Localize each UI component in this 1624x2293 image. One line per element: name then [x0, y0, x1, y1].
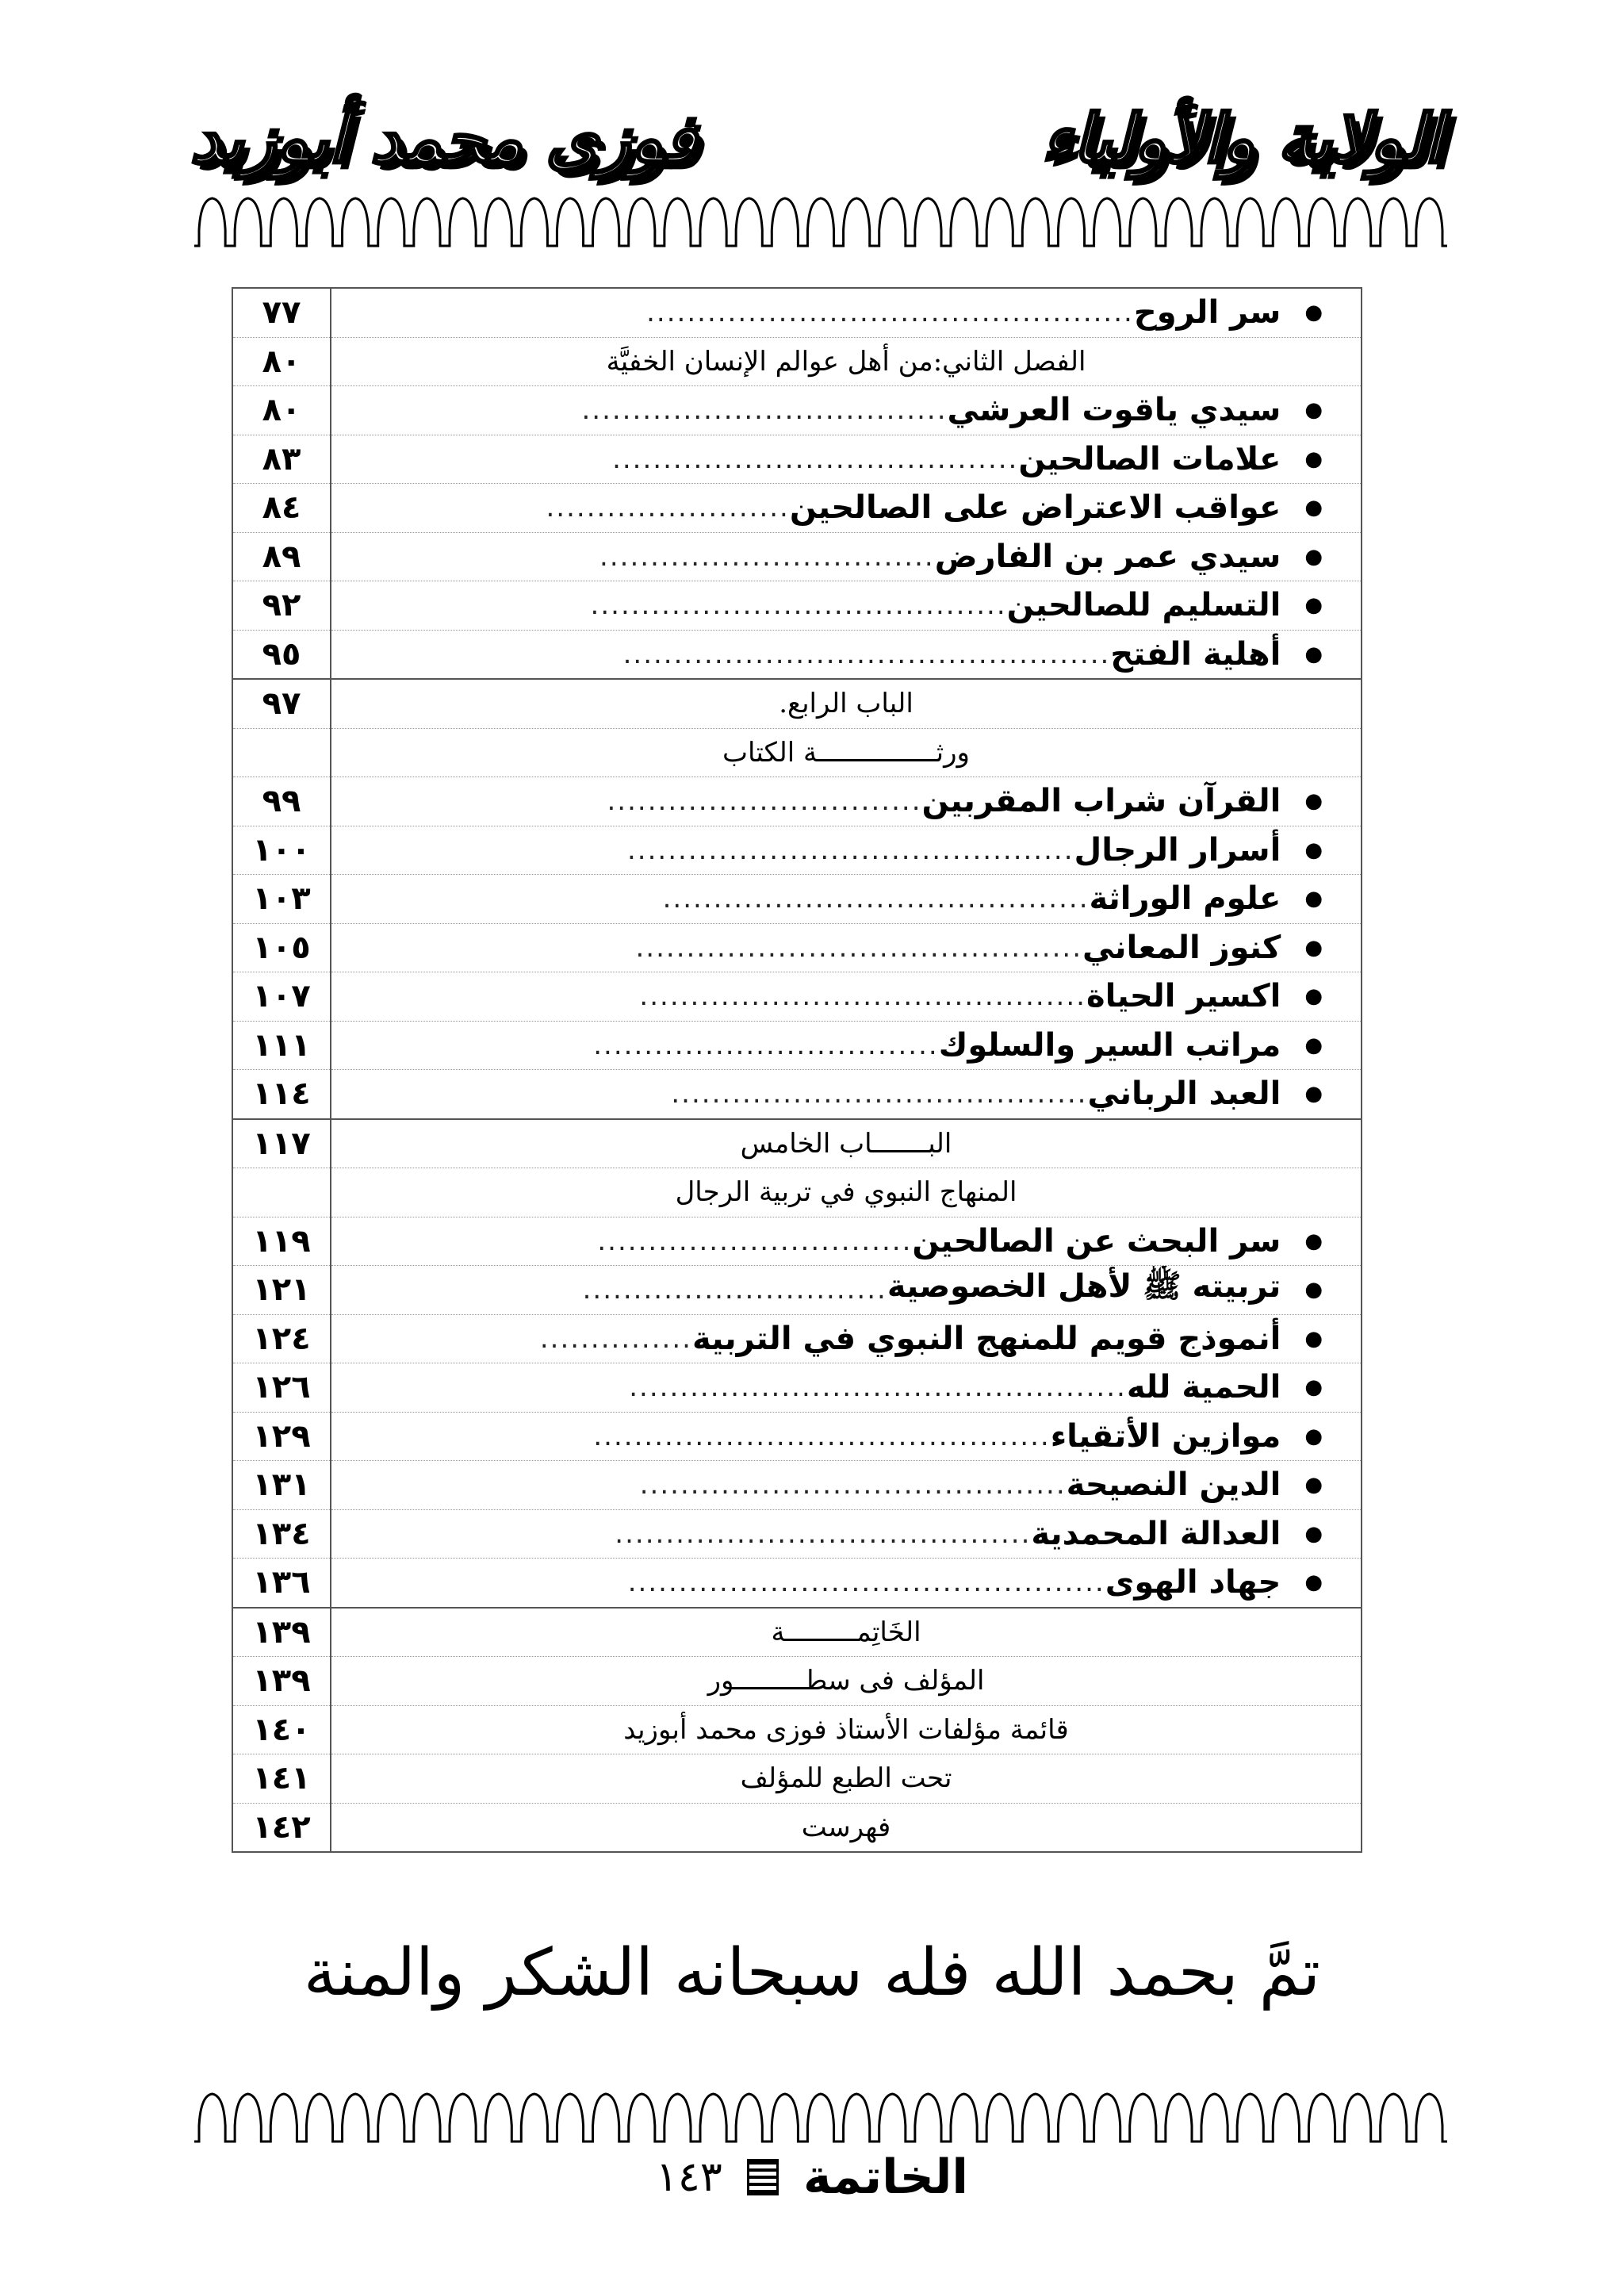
- toc-title-cell: [331, 1412, 1362, 1461]
- toc-row: [232, 1021, 1362, 1070]
- toc-row: [232, 1461, 1362, 1510]
- toc-section-heading: المؤلف فى سطـــــــــور: [707, 1665, 985, 1697]
- toc-row: [232, 1412, 1362, 1461]
- toc-leader-dots: ........................: [546, 492, 790, 524]
- toc-title-cell: [331, 1705, 1362, 1754]
- toc-entry-title: أسرار الرجال: [1074, 831, 1281, 869]
- toc-title-cell: [331, 1363, 1362, 1413]
- toc-page-number: ١١٤: [232, 1070, 331, 1119]
- bullet-icon: ●: [1304, 1570, 1323, 1595]
- toc-title-cell: [331, 972, 1362, 1022]
- toc-page-number: ١٠٠: [232, 826, 331, 875]
- toc-entry: [331, 1223, 1323, 1260]
- toc-page-number: ١٣٩: [232, 1608, 331, 1657]
- toc-row: [232, 581, 1362, 631]
- toc-row: [232, 1509, 1362, 1559]
- bullet-icon: ●: [1304, 1375, 1323, 1400]
- bullet-icon: ●: [1304, 447, 1323, 471]
- toc-entry-title: القرآن شراب المقربين: [921, 783, 1281, 820]
- toc-row: [232, 923, 1362, 972]
- toc-entry: [331, 294, 1323, 331]
- toc-title-cell: [331, 1559, 1362, 1608]
- toc-row: [232, 1363, 1362, 1413]
- toc-title-cell: [331, 1266, 1362, 1315]
- toc-page-number: ٩٩: [232, 777, 331, 826]
- toc-section-heading: فهرست: [801, 1811, 891, 1843]
- toc-entry: [331, 1321, 1323, 1357]
- toc-title-cell: [331, 875, 1362, 924]
- toc-entry-title: تربيته ﷺ لأهل الخصوصية: [887, 1268, 1281, 1306]
- toc-page-number: ١٣٩: [232, 1657, 331, 1706]
- toc-page-number: ١٣١: [232, 1461, 331, 1510]
- toc-page-number: ١٠٣: [232, 875, 331, 924]
- toc-title-cell: [331, 288, 1362, 337]
- toc-entry: [331, 783, 1323, 819]
- toc-title-cell: [331, 1119, 1362, 1168]
- toc-entry-title: سيدي ياقوت العرشي: [947, 392, 1281, 429]
- toc-leader-dots: ................................................: [646, 297, 1134, 329]
- toc-entry-title: موازين الأتقياء: [1050, 1417, 1281, 1455]
- toc-row: [232, 679, 1362, 728]
- toc-page-number: ١٢٤: [232, 1314, 331, 1363]
- toc-leader-dots: ..............................: [582, 1274, 887, 1306]
- toc-entry: [331, 1369, 1323, 1405]
- bullet-icon: ●: [1304, 1278, 1323, 1302]
- toc-page-number: ٨٠: [232, 337, 331, 386]
- toc-section-heading: تحت الطبع للمؤلف: [740, 1762, 952, 1795]
- toc-row: [232, 1266, 1362, 1315]
- toc-leader-dots: ............................................: [639, 980, 1086, 1013]
- toc-entry: [331, 1467, 1323, 1503]
- bullet-icon: ●: [1304, 1229, 1323, 1253]
- bullet-icon: ●: [1304, 1473, 1323, 1497]
- toc-entry-title: أنموذج قويم للمنهج النبوي في التربية: [691, 1320, 1281, 1357]
- toc-row: [232, 532, 1362, 581]
- toc-title-cell: [331, 777, 1362, 826]
- toc-row: [232, 875, 1362, 924]
- bullet-icon: ●: [1304, 593, 1323, 618]
- toc-page-number: ١٣٦: [232, 1559, 331, 1608]
- bullet-icon: ●: [1304, 1424, 1323, 1448]
- toc-entry-title: سر البحث عن الصالحين: [912, 1222, 1281, 1260]
- toc-section-heading: الباب الرابع.: [779, 688, 914, 720]
- toc-title-cell: [331, 923, 1362, 972]
- toc-title-cell: [331, 386, 1362, 435]
- toc-page-number: ٩٢: [232, 581, 331, 631]
- toc-row: [232, 484, 1362, 533]
- toc-title-cell: [331, 484, 1362, 533]
- toc-entry-title: العدالة المحمدية: [1031, 1515, 1281, 1552]
- bullet-icon: ●: [1304, 984, 1323, 1009]
- arch-border-top: [194, 190, 1447, 254]
- toc-page-number: ١٤٢: [232, 1803, 331, 1852]
- toc-row: [232, 1119, 1362, 1168]
- toc-title-cell: [331, 435, 1362, 484]
- toc-entry: [331, 1418, 1323, 1455]
- toc-title-cell: [331, 581, 1362, 631]
- toc-leader-dots: ................................................: [622, 638, 1111, 670]
- toc-entry: [331, 832, 1323, 869]
- toc-entry: [331, 1516, 1323, 1552]
- toc-entry-title: اكسير الحياة: [1086, 978, 1281, 1015]
- toc-leader-dots: ...............: [539, 1322, 692, 1355]
- toc-title-cell: [331, 1803, 1362, 1852]
- toc-entry-title: العبد الرباني: [1087, 1076, 1281, 1113]
- toc-page-number: ٨٠: [232, 386, 331, 435]
- toc-page-number: ١٤١: [232, 1754, 331, 1804]
- toc-title-cell: [331, 826, 1362, 875]
- toc-leader-dots: ...............................: [607, 785, 922, 818]
- toc-entry: [331, 441, 1323, 477]
- toc-page-number: ١٢٦: [232, 1363, 331, 1413]
- footer-chapter-label: الخاتمة: [802, 2149, 968, 2205]
- toc-entry: [331, 539, 1323, 575]
- toc-page-number: ٩٥: [232, 630, 331, 679]
- toc-title-cell: [331, 728, 1362, 777]
- toc-page-number: ١٤٠: [232, 1705, 331, 1754]
- toc-row: [232, 1559, 1362, 1608]
- toc-entry-title: كنوز المعاني: [1082, 929, 1281, 966]
- toc-title-cell: [331, 1657, 1362, 1706]
- toc-leader-dots: ....................................: [581, 394, 948, 427]
- toc-row: [232, 1070, 1362, 1119]
- toc-leader-dots: ........................................: [612, 443, 1019, 475]
- toc-leader-dots: ..........................................: [639, 1469, 1067, 1501]
- toc-leader-dots: ..................................: [593, 1029, 939, 1061]
- toc-page-number: ١١٩: [232, 1217, 331, 1266]
- page-icon: [747, 2159, 779, 2195]
- toc-row: [232, 1705, 1362, 1754]
- toc-title-cell: [331, 337, 1362, 386]
- toc-row: [232, 435, 1362, 484]
- toc-page-number: ١٢١: [232, 1266, 331, 1315]
- toc-leader-dots: ...............................: [597, 1225, 913, 1257]
- toc-title-cell: [331, 1217, 1362, 1266]
- toc-title-cell: [331, 1754, 1362, 1804]
- toc-page-number: [232, 728, 331, 777]
- toc-row: [232, 1168, 1362, 1217]
- toc-page-number: ١٣٤: [232, 1509, 331, 1559]
- toc-entry: [331, 930, 1323, 966]
- toc-entry-title: الدين النصيحة: [1066, 1467, 1281, 1504]
- toc-page-number: ٨٣: [232, 435, 331, 484]
- bullet-icon: ●: [1304, 544, 1323, 569]
- toc-leader-dots: .............................................: [593, 1420, 1051, 1452]
- toc-title-cell: [331, 1168, 1362, 1217]
- toc-leader-dots: ............................................: [635, 931, 1083, 964]
- bullet-icon: ●: [1304, 789, 1323, 814]
- toc-leader-dots: .........................................: [590, 589, 1007, 622]
- bullet-icon: ●: [1304, 301, 1323, 325]
- toc-leader-dots: ...............................................: [627, 1566, 1105, 1599]
- bullet-icon: ●: [1304, 398, 1323, 423]
- toc-section-heading: ورثـــــــــــــــة الكتاب: [722, 736, 970, 769]
- toc-leader-dots: .................................: [599, 540, 935, 573]
- toc-entry-title: عواقب الاعتراض على الصالحين: [789, 489, 1281, 527]
- toc-row: [232, 972, 1362, 1022]
- bullet-icon: ●: [1304, 838, 1323, 862]
- toc-entry-title: مراتب السير والسلوك: [938, 1026, 1281, 1064]
- toc-section-heading: المنهاج النبوي في تربية الرجال: [675, 1176, 1017, 1209]
- arch-border-bottom: [194, 2086, 1447, 2149]
- bullet-icon: ●: [1304, 1521, 1323, 1546]
- toc-row: [232, 777, 1362, 826]
- toc-entry-title: أهلية الفتح: [1110, 635, 1281, 673]
- toc-page-number: ١١١: [232, 1021, 331, 1070]
- toc-section-heading: قائمة مؤلفات الأستاذ فوزى محمد أبوزيد: [623, 1713, 1069, 1746]
- toc-page-number: ١١٧: [232, 1119, 331, 1168]
- table-of-contents: [232, 287, 1362, 1853]
- toc-row: [232, 337, 1362, 386]
- toc-title-cell: [331, 1509, 1362, 1559]
- toc-row: [232, 288, 1362, 337]
- author-name: فوزى محمد أبوزيد: [190, 100, 697, 178]
- toc-row: [232, 1314, 1362, 1363]
- footer-page-number: ١٤٣: [656, 2153, 722, 2201]
- toc-row: [232, 1657, 1362, 1706]
- toc-entry: [331, 392, 1323, 428]
- bullet-icon: ●: [1304, 642, 1323, 666]
- toc-title-cell: [331, 1021, 1362, 1070]
- toc-page-number: ١٢٩: [232, 1412, 331, 1461]
- toc-section-heading: البـــــــاب الخامس: [740, 1127, 952, 1160]
- toc-entry: [331, 1027, 1323, 1064]
- toc-row: [232, 1803, 1362, 1852]
- toc-entry-title: علامات الصالحين: [1018, 440, 1281, 477]
- toc-entry-title: جهاد الهوى: [1105, 1564, 1281, 1601]
- toc-page-number: ٩٧: [232, 679, 331, 728]
- toc-leader-dots: ............................................: [627, 834, 1074, 866]
- toc-entry-title: الحمية لله: [1126, 1369, 1281, 1406]
- bullet-icon: ●: [1304, 935, 1323, 960]
- toc-row: [232, 826, 1362, 875]
- bullet-icon: ●: [1304, 887, 1323, 911]
- toc-row: [232, 1217, 1362, 1266]
- bullet-icon: ●: [1304, 1082, 1323, 1106]
- toc-entry-title: سر الروح: [1133, 294, 1281, 332]
- toc-page-number: ٨٤: [232, 484, 331, 533]
- closing-statement: تمَّ بحمد الله فله سبحانه الشكر والمنة: [303, 1935, 1321, 2011]
- toc-title-cell: [331, 1608, 1362, 1657]
- toc-leader-dots: ..........................................: [662, 883, 1090, 915]
- bullet-icon: ●: [1304, 1033, 1323, 1057]
- toc-entry: [331, 1076, 1323, 1112]
- toc-entry: [331, 587, 1323, 623]
- toc-page-number: ٨٩: [232, 532, 331, 581]
- toc-row: [232, 1754, 1362, 1804]
- bullet-icon: ●: [1304, 496, 1323, 520]
- toc-entry: [331, 636, 1323, 673]
- toc-entry: [331, 1564, 1323, 1601]
- toc-title-cell: [331, 679, 1362, 728]
- toc-leader-dots: .................................................: [629, 1371, 1127, 1404]
- toc-entry-title: سيدي عمر بن الفارض: [934, 538, 1281, 575]
- toc-entry: [331, 489, 1323, 526]
- toc-leader-dots: .........................................: [615, 1517, 1032, 1550]
- toc-entry: [331, 978, 1323, 1014]
- toc-row: [232, 1608, 1362, 1657]
- toc-title-cell: [331, 532, 1362, 581]
- toc-row: [232, 630, 1362, 679]
- page-footer: [0, 2149, 1624, 2205]
- toc-page-number: ١٠٥: [232, 923, 331, 972]
- toc-title-cell: [331, 1070, 1362, 1119]
- toc-page-number: [232, 1168, 331, 1217]
- toc-entry: [331, 880, 1323, 917]
- toc-title-cell: [331, 630, 1362, 679]
- toc-row: [232, 386, 1362, 435]
- toc-row: [232, 728, 1362, 777]
- toc-title-cell: [331, 1314, 1362, 1363]
- toc-page-number: ١٠٧: [232, 972, 331, 1022]
- toc-section-heading: الفصل الثاني:من أهل عوالم الإنسان الخفيَّة: [606, 345, 1086, 378]
- toc-leader-dots: .........................................: [671, 1078, 1088, 1110]
- toc-title-cell: [331, 1461, 1362, 1510]
- toc-section-heading: الخَاتِمـــــــــة: [771, 1616, 921, 1648]
- toc-entry-title: علوم الوراثة: [1089, 880, 1281, 918]
- toc-entry: [331, 1267, 1323, 1313]
- toc-entry-title: التسليم للصالحين: [1006, 587, 1281, 624]
- toc-page-number: ٧٧: [232, 288, 331, 337]
- book-title: الولاية والأولياء: [1041, 100, 1443, 178]
- page-header: [190, 79, 1443, 198]
- bullet-icon: ●: [1304, 1326, 1323, 1351]
- toc-table: [232, 287, 1362, 1853]
